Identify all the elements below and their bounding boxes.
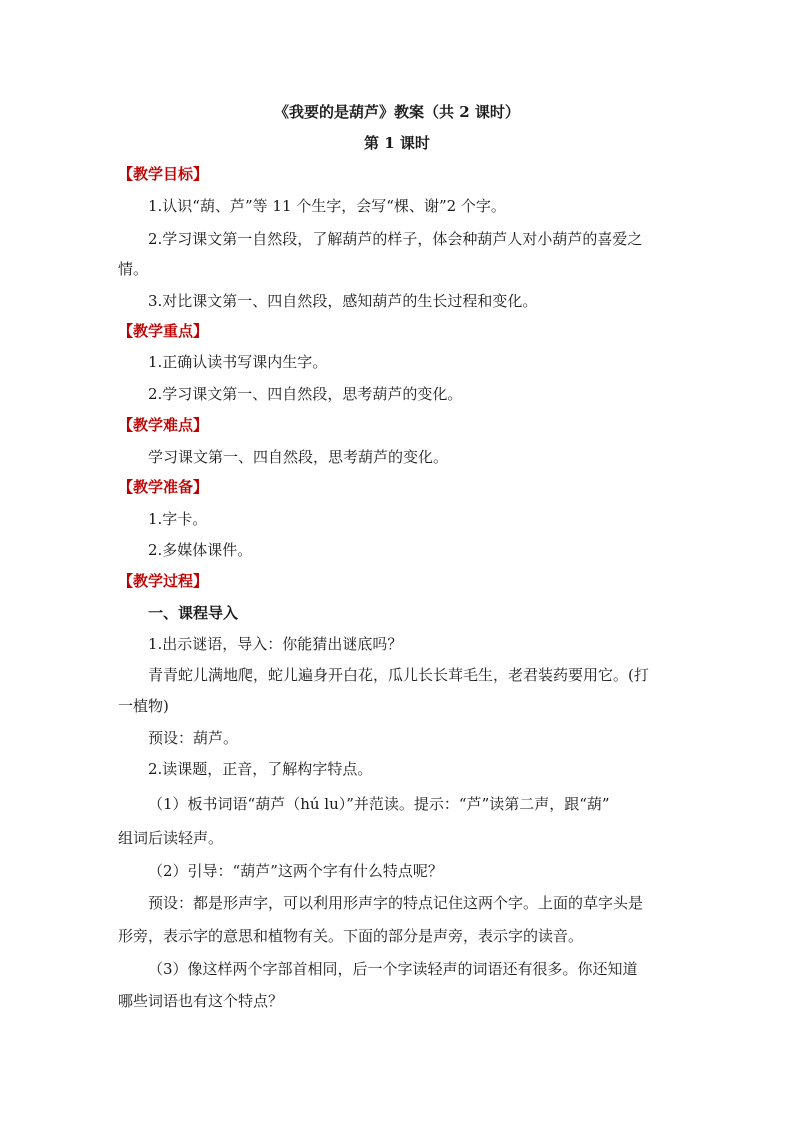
preparation-item: 2.多媒体课件。	[148, 541, 253, 559]
key-points-heading: 【教学重点】	[118, 322, 209, 340]
goal-item: 3.对比课文第一、四自然段，感知葫芦的生长过程和变化。	[148, 292, 538, 310]
process-line: 2.读课题，正音，了解构字特点。	[148, 760, 373, 778]
difficulties-heading: 【教学难点】	[118, 416, 209, 434]
process-line: （3）像这样两个字部首相同，后一个字读轻声的词语还有很多。你还知道	[148, 960, 638, 978]
difficulty-item: 学习课文第一、四自然段，思考葫芦的变化。	[148, 448, 449, 466]
process-line-continued: 哪些词语也有这个特点？	[118, 992, 284, 1010]
process-line-continued: 组词后读轻声。	[118, 829, 224, 847]
goals-heading: 【教学目标】	[118, 165, 209, 183]
goal-item: 1.认识“葫、芦”等 11 个生字，会写“棵、谢”2 个字。	[148, 197, 506, 215]
riddle-line-continued: 一植物)	[118, 697, 169, 715]
doc-title: 《我要的是葫芦》教案（共 2 课时）	[274, 103, 520, 121]
preparation-heading: 【教学准备】	[118, 478, 209, 496]
process-line: （2）引导：“葫芦”这两个字有什么特点呢？	[148, 862, 443, 880]
key-point-item: 2.学习课文第一、四自然段，思考葫芦的变化。	[148, 385, 463, 403]
lesson-subtitle: 第 1 课时	[364, 134, 430, 152]
key-point-item: 1.正确认读书写课内生字。	[148, 353, 328, 371]
process-heading: 【教学过程】	[118, 572, 209, 590]
process-line: 1.出示谜语，导入：你能猜出谜底吗？	[148, 635, 403, 653]
goal-item: 2.学习课文第一自然段，了解葫芦的样子，体会种葫芦人对小葫芦的喜爱之	[148, 230, 643, 248]
section-heading: 一、课程导入	[148, 604, 239, 622]
riddle-line: 青青蛇儿满地爬，蛇儿遍身开白花，瓜儿长长茸毛生，老君装药要用它。(打	[148, 666, 649, 684]
process-line: （1）板书词语“葫芦（hú lu）”并范读。提示：“芦”读第二声，跟“葫”	[148, 795, 610, 813]
preparation-item: 1.字卡。	[148, 510, 208, 528]
process-line: 预设：都是形声字，可以利用形声字的特点记住这两个字。上面的草字头是	[148, 894, 644, 912]
process-line: 预设：葫芦。	[148, 729, 239, 747]
goal-item-continued: 情。	[118, 260, 149, 278]
process-line-continued: 形旁，表示字的意思和植物有关。下面的部分是声旁，表示字的读音。	[118, 927, 584, 945]
